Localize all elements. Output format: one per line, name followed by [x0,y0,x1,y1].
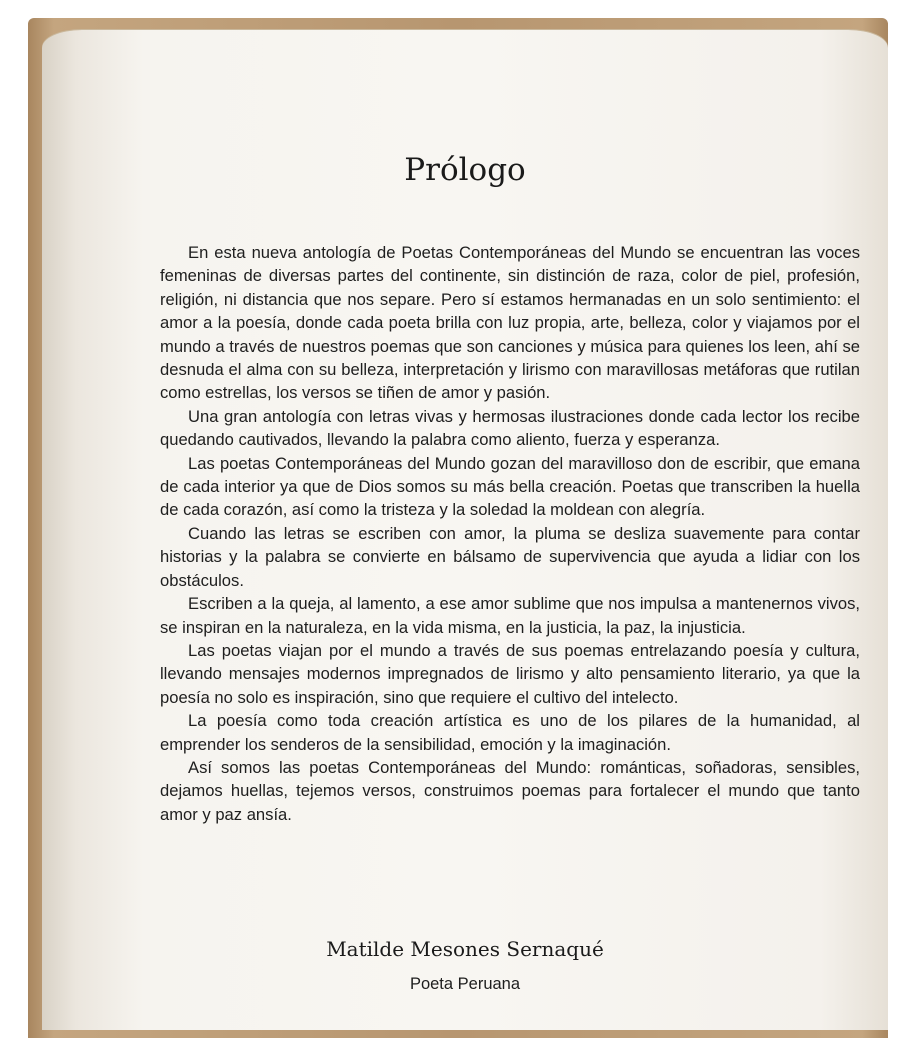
paragraph: Escriben a la queja, al lamento, a ese amor sublime que nos impulsa a mantenernos vivos, se inspiran en la naturaleza, en la vida misma, en la justicia, la paz, la injusticia. [160,594,860,637]
paragraph: Las poetas Contemporáneas del Mundo gozan del maravilloso don de escribir, que emana de cada interior ya que de Dios somos su más bella creación. Poetas que transcriben la huella de cada corazón, así como la tristeza y la soledad la moldean con alegría. [160,453,860,520]
paragraph: Cuando las letras se escriben con amor, la pluma se desliza suavemente para contar historias y la palabra se convierte en bálsamo de supervivencia que ayuda a lidiar con los obstáculos. [160,523,860,590]
paragraph: La poesía como toda creación artística es uno de los pilares de la humanidad, al emprender los senderos de la sensibilidad, emoción y la imaginación. [160,711,860,754]
page-title: Prólogo [404,152,526,188]
author-name: Matilde Mesones Sernaqué [326,937,604,961]
book-page [42,30,888,1030]
paragraph: Así somos las poetas Contemporáneas del Mundo: románticas, soñadoras, sensibles, dejamos huellas, tejemos versos, construimos poemas para fortalecer el mundo que tanto amor y paz ansía. [160,757,860,824]
author-role: Poeta Peruana [409,975,521,993]
paragraph: En esta nueva antología de Poetas Contemporáneas del Mundo se encuentran las voces femeninas de diversas partes del continente, sin distinción de raza, color de piel, profesión, religión, ni distancia que nos separe. Pero sí estamos hermanadas en un solo sentimiento: el amor a la poesía, donde cada poeta brilla con luz propia, arte, belleza, color y viajamos por el mundo a través de nuestros poemas que son canciones y música para quienes los leen, ahí se desnuda el alma con su belleza, interpretación y lirismo con maravillosas metáforas que rutilan como estrellas, los versos se tiñen de amor y pasión. [160,243,860,403]
paragraph: Las poetas viajan por el mundo a través de sus poemas entrelazando poesía y cultura, llevando mensajes modernos impregnados de lirismo y alto pensamiento literario, ya que la poesía no solo es inspiración, sino que requiere el cultivo del intelecto. [160,640,860,707]
paragraph: Una gran antología con letras vivas y hermosas ilustraciones donde cada lector los recibe quedando cautivados, llevando la palabra como aliento, fuerza y esperanza. [160,406,860,450]
prologue-body [160,241,860,826]
